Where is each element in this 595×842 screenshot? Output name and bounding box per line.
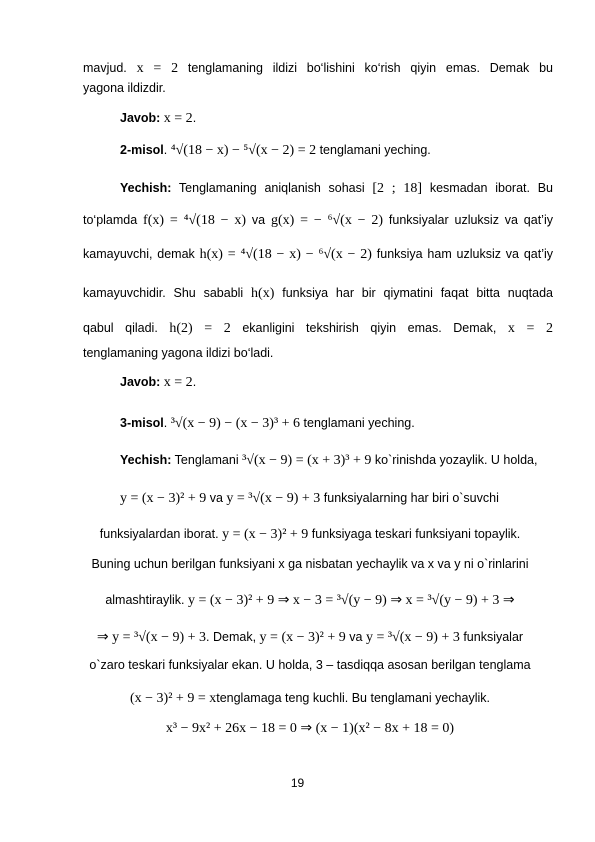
formula: h(2) = 2 xyxy=(169,321,231,336)
formula-line xyxy=(70,718,550,739)
text-line: y = (x − 3)² + 9 va y = ³√(x − 9) + 3 funksiyalarning har biri o`suvchi xyxy=(120,491,499,506)
example-heading: 3-misol. ³√(x − 9) − (x − 3)³ + 6 tenglamani yeching. xyxy=(120,416,415,431)
formula: (x − 3)² + 9 = x xyxy=(130,691,217,706)
formula: h(x) = ⁴√(18 − x) − ⁶√(x − 2) xyxy=(199,247,372,262)
formula: [2 ; 18] xyxy=(372,181,423,196)
formula: x = 2 xyxy=(507,321,553,336)
formula: f(x) = ⁴√(18 − x) xyxy=(143,213,247,228)
formula: y = ³√(x − 9) + 3 xyxy=(226,491,321,506)
formula: ⁴√(18 − x) − ⁵√(x − 2) = 2 xyxy=(170,143,317,158)
formula: g(x) = − ⁶√(x − 2) xyxy=(270,213,384,228)
example-heading: 2-misol. ⁴√(18 − x) − ⁵√(x − 2) = 2 tenglamani yeching. xyxy=(120,143,431,158)
formula: y = (x − 3)² + 9 xyxy=(259,630,346,645)
text-line: to‘plamda f(x) = ⁴√(18 − x) va g(x) = − ⁶√(x − 2) funksiyalar uzluksiz va qat’iy xyxy=(83,213,553,228)
text-line: Yechish: Tenglamani ³√(x − 9) = (x + 3)³ + 9 ko`rinishda yozaylik. U holda, xyxy=(120,453,538,468)
text-line: kamayuvchidir. Shu sababli h(x) funksiya har bir qiymatini faqat bitta nuqtada xyxy=(83,286,553,301)
page-number: 19 xyxy=(290,776,305,790)
text-line: almashtiraylik. y = (x − 3)² + 9 ⇒ x − 3 = ³√(y − 9) ⇒ x = ³√(y − 9) + 3 ⇒ xyxy=(105,593,515,608)
formula: x³ − 9x² + 26x − 18 = 0 ⇒ (x − 1)(x² − 8x + 18 = 0) xyxy=(165,721,455,736)
formula: ³√(x − 9) = (x + 3)³ + 9 xyxy=(242,453,372,468)
formula: y = (x − 3)² + 9 xyxy=(120,491,207,506)
formula: y = ³√(x − 9) + 3 xyxy=(365,630,460,645)
text-line: Yechish: Tenglamaning aniqlanish sohasi [2 ; 18] kesmadan iborat. Bu xyxy=(120,181,553,196)
text-line: ⇒ y = ³√(x − 9) + 3. Demak, y = (x − 3)² + 9 va y = ³√(x − 9) + 3 funksiyalar xyxy=(96,630,524,645)
formula: ⇒ y = ³√(x − 9) + 3 xyxy=(96,630,207,645)
formula: ³√(x − 9) − (x − 3)³ + 6 xyxy=(170,416,301,431)
formula: x = 2 xyxy=(136,61,179,76)
text-line: qabul qiladi. h(2) = 2 ekanligini tekshirish qiyin emas. Demak, x = 2 xyxy=(83,321,553,336)
formula: x = 2 xyxy=(163,375,193,390)
formula: h(x) xyxy=(251,286,275,301)
text-line: funksiyalardan iborat. y = (x − 3)² + 9 funksiyaga teskari funksiyani topaylik. xyxy=(99,527,521,542)
text-line: (x − 3)² + 9 = xtenglamaga teng kuchli. Bu tenglamani yechaylik. xyxy=(130,691,490,706)
text-line: tenglamaning yagona ildizi bo‘ladi. xyxy=(83,346,274,360)
text-line: kamayuvchi, demak h(x) = ⁴√(18 − x) − ⁶√(x − 2) funksiya ham uzluksiz va qat’iy xyxy=(83,247,553,262)
formula: x = 2 xyxy=(163,111,193,126)
formula: y = (x − 3)² + 9 xyxy=(222,527,309,542)
text-line: yagona ildizdir. xyxy=(83,81,166,95)
answer-line: Javob: x = 2. xyxy=(120,375,197,390)
text-line: o`zaro teskari funksiyalar ekan. U holda, 3 – tasdiqqa asosan berilgan tenglama xyxy=(89,658,531,672)
formula: y = (x − 3)² + 9 ⇒ x − 3 = ³√(y − 9) ⇒ x = ³√(y − 9) + 3 ⇒ xyxy=(187,593,515,608)
text-line: Buning uchun berilgan funksiyani x ga nisbatan yechaylik va x va y ni o`rinlarini xyxy=(91,557,529,571)
answer-line: Javob: x = 2. xyxy=(120,111,197,126)
text-line: mavjud. x = 2 tenglamaning ildizi bo‘lishini ko‘rish qiyin emas. Demak bu xyxy=(83,61,553,76)
